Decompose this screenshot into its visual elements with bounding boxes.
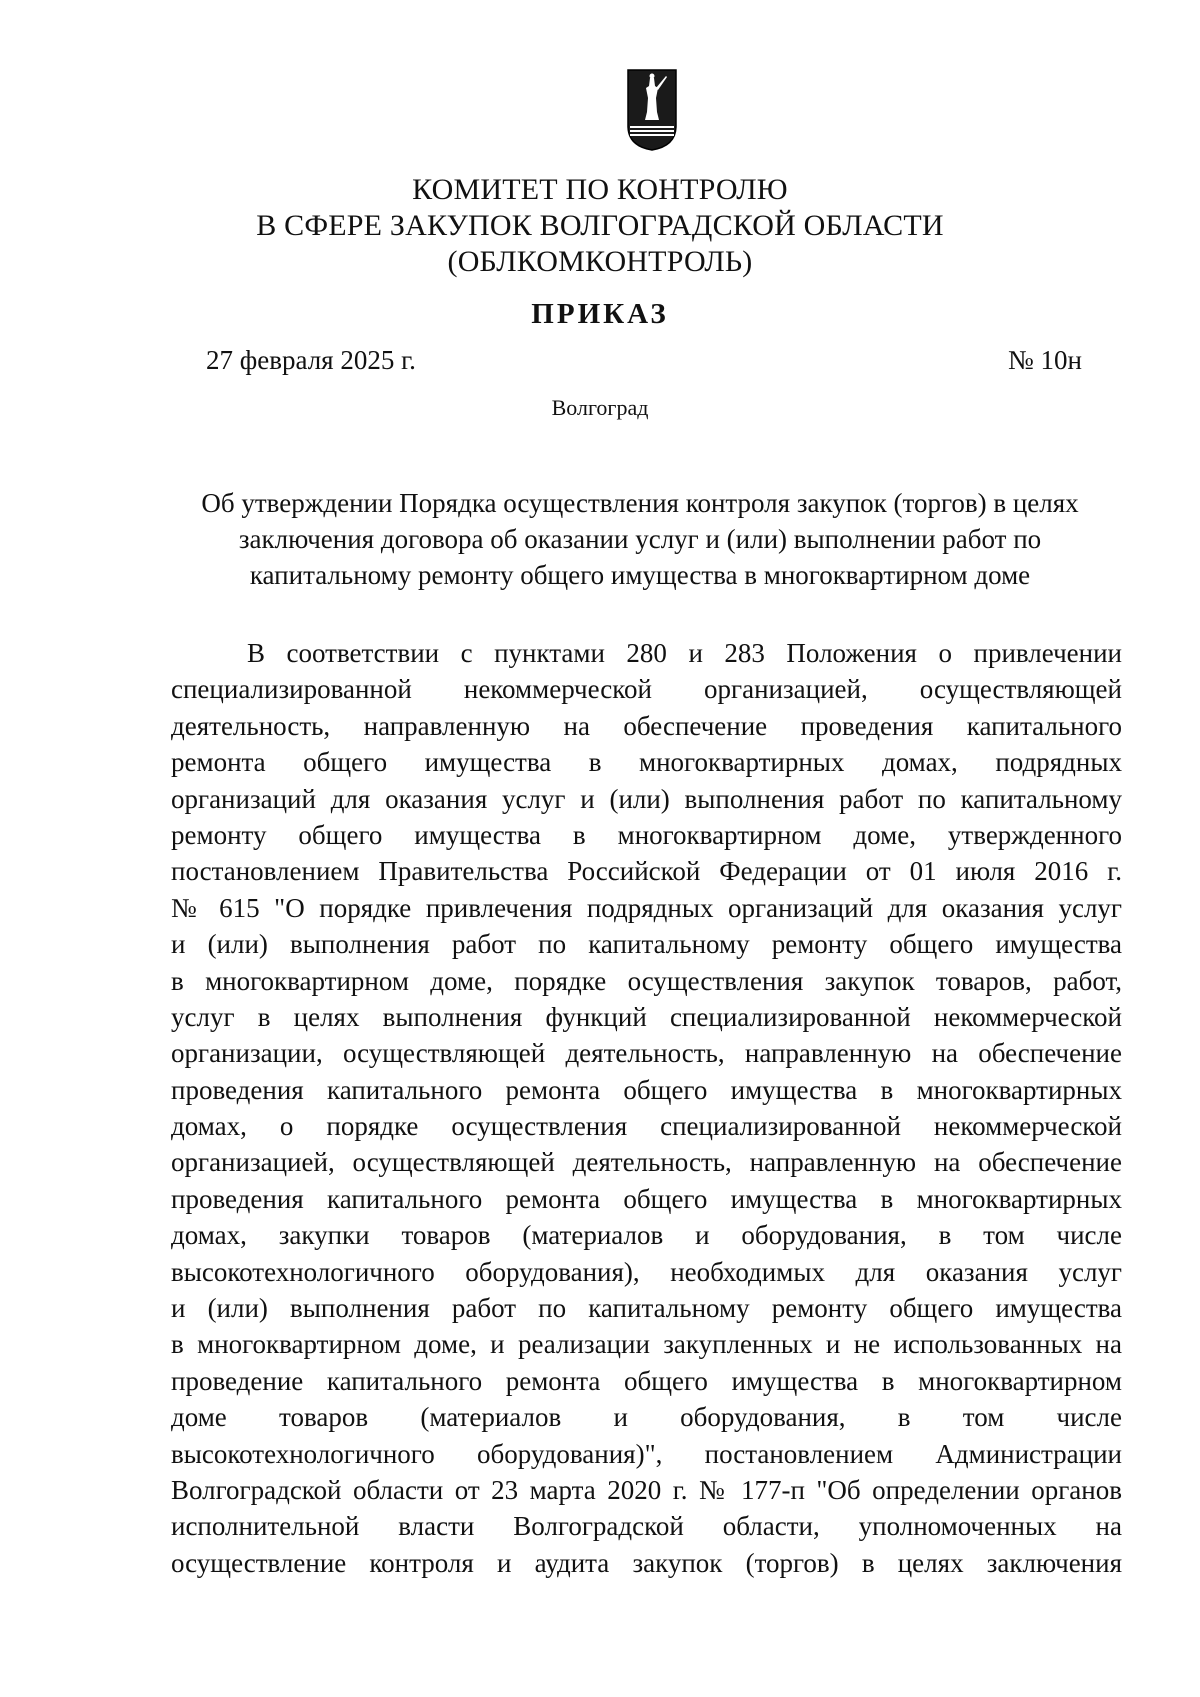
organization-name bbox=[0, 172, 1200, 280]
document-body bbox=[171, 635, 1122, 1581]
body-line: проведение капитального ремонта общего имущества в многоквартирном bbox=[171, 1365, 1122, 1396]
body-line: деятельность, направленную на обеспечение проведения капитального bbox=[171, 710, 1122, 741]
organization-name-line: В СФЕРЕ ЗАКУПОК ВОЛГОГРАДСКОЙ ОБЛАСТИ bbox=[256, 209, 944, 242]
body-line: Волгоградской области от 23 марта 2020 г. № 177-п "Об определении органов bbox=[171, 1474, 1122, 1505]
body-line: проведения капитального ремонта общего имущества в многоквартирных bbox=[171, 1074, 1122, 1105]
body-line: организации, осуществляющей деятельность, направленную на обеспечение bbox=[171, 1038, 1122, 1069]
body-line: услуг в целях выполнения функций специализированной некоммерческой bbox=[171, 1001, 1122, 1032]
organization-name-line: (ОБЛКОМКОНТРОЛЬ) bbox=[447, 245, 753, 278]
document-type-heading: ПРИКАЗ bbox=[531, 298, 669, 330]
subject-line: капитальному ремонту общего имущества в многоквартирном доме bbox=[249, 560, 1031, 590]
body-line: ремонта общего имущества в многоквартирных домах, подрядных bbox=[171, 747, 1122, 778]
body-line: исполнительной власти Волгоградской области, уполномоченных на bbox=[171, 1511, 1122, 1542]
document-subject bbox=[160, 485, 1120, 593]
document-date: 27 февраля 2025 г. bbox=[206, 345, 416, 375]
organization-name-line: КОМИТЕТ ПО КОНТРОЛЮ bbox=[412, 173, 788, 206]
body-line: постановлением Правительства Российской Федерации от 01 июля 2016 г. bbox=[171, 856, 1122, 887]
document-city: Волгоград bbox=[551, 395, 649, 420]
body-line: организаций для оказания услуг и (или) выполнения работ по капитальному bbox=[171, 783, 1122, 814]
body-line: проведения капитального ремонта общего имущества в многоквартирных bbox=[171, 1183, 1122, 1214]
body-line: ремонту общего имущества в многоквартирном доме, утвержденного bbox=[171, 819, 1122, 850]
body-line: домах, закупки товаров (материалов и оборудования, в том числе bbox=[171, 1220, 1122, 1251]
body-line: и (или) выполнения работ по капитальному ремонту общего имущества bbox=[171, 1293, 1122, 1324]
body-line: В соответствии с пунктами 280 и 283 Положения о привлечении bbox=[247, 638, 1122, 668]
body-line: высокотехнологичного оборудования), необходимых для оказания услуг bbox=[171, 1256, 1122, 1287]
body-line: в многоквартирном доме, порядке осуществления закупок товаров, работ, bbox=[171, 965, 1122, 996]
body-line: в многоквартирном доме, и реализации закупленных и не использованных на bbox=[171, 1329, 1122, 1360]
body-line: № 615 "О порядке привлечения подрядных организаций для оказания услуг bbox=[171, 892, 1122, 923]
subject-line: Об утверждении Порядка осуществления контроля закупок (торгов) в целях bbox=[201, 488, 1079, 518]
document-number: № 10н bbox=[1008, 345, 1082, 375]
coat-of-arms-icon bbox=[626, 68, 678, 152]
body-line: организацией, осуществляющей деятельность, направленную на обеспечение bbox=[171, 1147, 1122, 1178]
subject-line: заключения договора об оказании услуг и (или) выполнении работ по bbox=[238, 524, 1042, 554]
body-line: домах, о порядке осуществления специализированной некоммерческой bbox=[171, 1111, 1122, 1142]
body-line: и (или) выполнения работ по капитальному ремонту общего имущества bbox=[171, 929, 1122, 960]
body-line: осуществление контроля и аудита закупок (торгов) в целях заключения bbox=[171, 1547, 1122, 1578]
body-line: доме товаров (материалов и оборудования, в том числе bbox=[171, 1402, 1122, 1433]
body-line: высокотехнологичного оборудования)", постановлением Администрации bbox=[171, 1438, 1122, 1469]
body-line: специализированной некоммерческой организацией, осуществляющей bbox=[171, 674, 1122, 705]
